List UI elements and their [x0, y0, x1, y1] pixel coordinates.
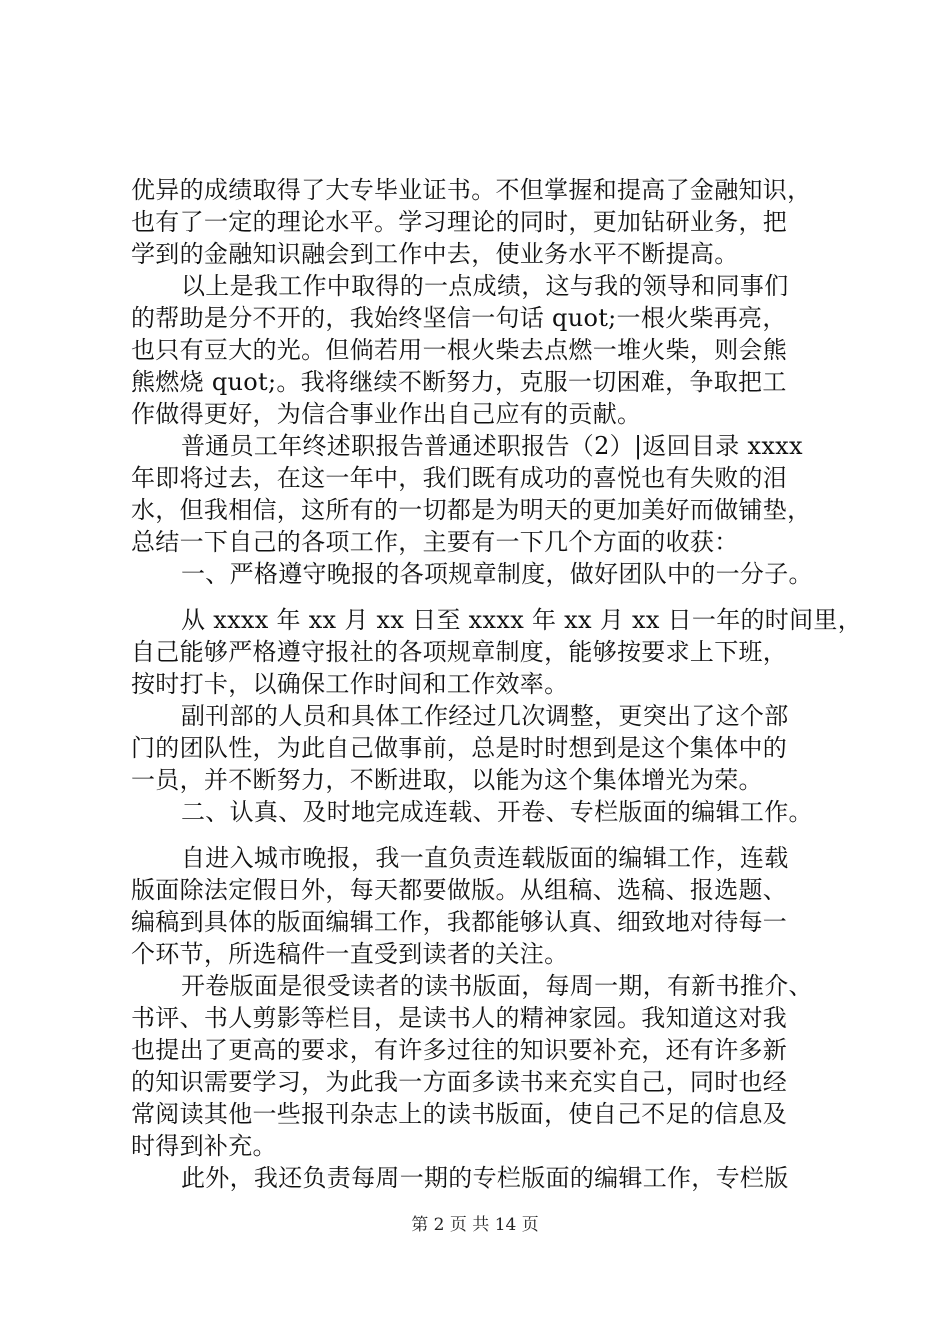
- text-line: 总结一下自己的各项工作，主要有一下几个方面的收获：: [131, 528, 739, 556]
- section-heading: 二、认真、及时地完成连载、开卷、专栏版面的编辑工作。: [181, 798, 813, 826]
- paragraph-start-line: 从 xxxx 年 xx 月 xx 日至 xxxx 年 xx 月 xx 日一年的时间里，: [181, 606, 863, 634]
- text-line: 的知识需要学习，为此我一方面多读书来充实自己，同时也经: [131, 1068, 788, 1096]
- paragraph-start-line: 普通员工年终述职报告普通述职报告（2）|返回目录 xxxx: [181, 432, 803, 460]
- body-text: [131, 174, 863, 1194]
- text-line: 水，但我相信，这所有的一切都是为明天的更加美好而做铺垫，: [131, 496, 812, 524]
- text-line: 熊燃烧 quot;。我将继续不断努力，克服一切困难，争取把工: [131, 368, 787, 396]
- text-line: 年即将过去，在这一年中，我们既有成功的喜悦也有失败的泪: [131, 464, 788, 492]
- text-line: 作做得更好，为信合事业作出自己应有的贡献。: [131, 400, 642, 428]
- text-line: 版面除法定假日外，每天都要做版。从组稿、选稿、报选题、: [131, 876, 788, 904]
- text-line: 学到的金融知识融会到工作中去，使业务水平不断提高。: [131, 240, 739, 268]
- text-line: 按时打卡，以确保工作时间和工作效率。: [131, 670, 569, 698]
- paragraph-start-line: 以上是我工作中取得的一点成绩，这与我的领导和同事们: [181, 272, 789, 300]
- text-line: 个环节，所选稿件一直受到读者的关注。: [131, 940, 569, 968]
- text-line: 也有了一定的理论水平。学习理论的同时，更加钻研业务，把: [131, 208, 788, 236]
- text-line: 编稿到具体的版面编辑工作，我都能够认真、细致地对待每一: [131, 908, 788, 936]
- section-heading: 一、严格遵守晚报的各项规章制度，做好团队中的一分子。: [181, 560, 813, 588]
- text-line: 书评、书人剪影等栏目，是读书人的精神家园。我知道这对我: [131, 1004, 788, 1032]
- text-line: 常阅读其他一些报刊杂志上的读书版面，使自己不足的信息及: [131, 1100, 788, 1128]
- paragraph-start-line: 副刊部的人员和具体工作经过几次调整，更突出了这个部: [181, 702, 789, 730]
- text-line: 一员，并不断努力，不断进取，以能为这个集体增光为荣。: [131, 766, 763, 794]
- text-line: 也只有豆大的光。但倘若用一根火柴去点燃一堆火柴，则会熊: [131, 336, 788, 364]
- paragraph-start-line: 此外，我还负责每周一期的专栏版面的编辑工作，专栏版: [181, 1164, 789, 1192]
- text-line: 的帮助是分不开的，我始终坚信一句话 quot;一根火柴再亮，: [131, 304, 787, 332]
- text-line: 优异的成绩取得了大专毕业证书。不但掌握和提高了金融知识，: [131, 176, 812, 204]
- paragraph-start-line: 自进入城市晚报，我一直负责连载版面的编辑工作，连载: [181, 844, 789, 872]
- text-line: 也提出了更高的要求，有许多过往的知识要补充，还有许多新: [131, 1036, 788, 1064]
- page-number-footer: 第 2 页 共 14 页: [411, 1215, 539, 1235]
- text-line: 自己能够严格遵守报社的各项规章制度，能够按要求上下班，: [131, 638, 788, 666]
- text-line: 门的团队性，为此自己做事前，总是时时想到是这个集体中的: [131, 734, 788, 762]
- paragraph-start-line: 开卷版面是很受读者的读书版面，每周一期，有新书推介、: [181, 972, 813, 1000]
- text-line: 时得到补充。: [131, 1132, 277, 1160]
